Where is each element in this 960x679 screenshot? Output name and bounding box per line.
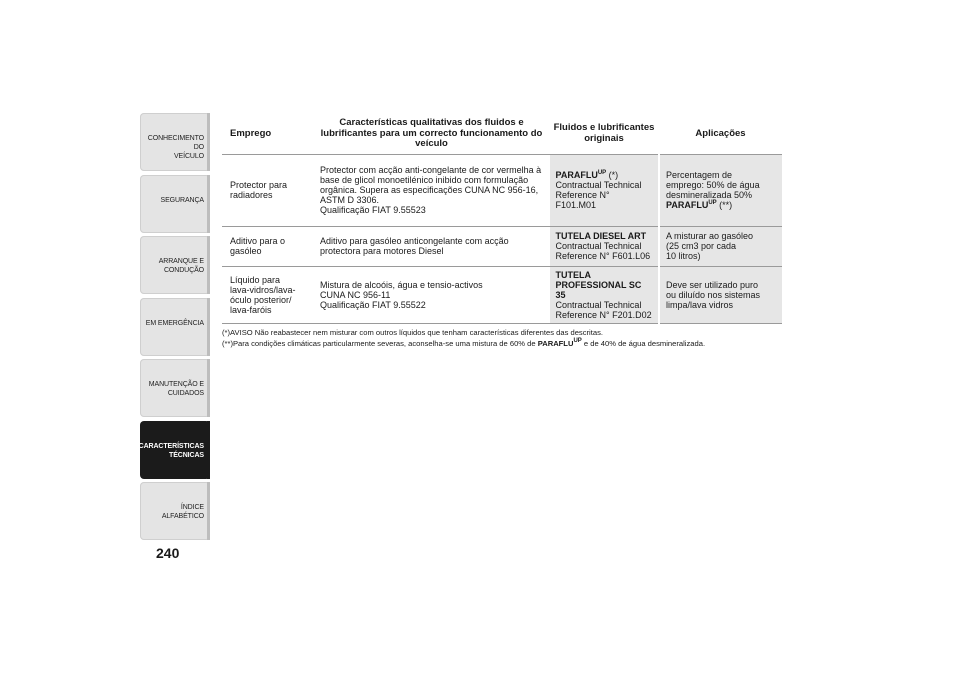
cell-fluido-original: TUTELA PROFESSIONAL SC 35 Contractual Technical Reference N° F201.D02 <box>549 266 659 323</box>
tab-conhecimento-do-veiculo[interactable] <box>140 113 210 171</box>
cell-caracteristicas: Mistura de alcoóis, água e tensio-activos CUNA NC 956-11 Qualificação FIAT 9.55522 <box>314 266 549 323</box>
tab-caracteristicas-tecnicas[interactable] <box>140 421 210 479</box>
page-number: 240 <box>156 545 180 561</box>
cell-fluido-original: $PARAFLU^{UP}$ (*) Contractual Technical Reference N° F101.M01 <box>549 154 659 226</box>
tab-label: CONHECIMENTO DO VEÍCULO <box>147 135 204 160</box>
cell-caracteristicas: Aditivo para gasóleo anticongelante com acção protectora para motores Diesel <box>314 226 549 266</box>
header-emprego: Emprego <box>222 116 314 154</box>
tab-indice-alfabetico[interactable] <box>140 482 210 540</box>
product-name: TUTELA <box>555 269 591 280</box>
header-fluidos-originais: Fluidos e lubrificantes originais <box>549 116 659 154</box>
product-name: PARAFLU <box>666 200 709 210</box>
tab-label: SEGURANÇA <box>160 196 204 204</box>
cell-emprego: Líquido para lava-vidros/lava- óculo posterior/ lava-faróis <box>222 266 314 323</box>
cell-emprego: Aditivo para o gasóleo <box>222 226 314 266</box>
cell-fluido-original: TUTELA DIESEL ART Contractual Technical Reference N° F601.L06 <box>549 226 659 266</box>
header-aplicacoes: Aplicações <box>659 116 782 154</box>
tab-label: CARACTERÍSTICAS TÉCNICAS <box>138 442 204 459</box>
header-caracteristicas: Características qualitativas dos fluidos e lubrificantes para um correcto funcionamento do veículo <box>314 116 549 154</box>
tab-seguranca[interactable] <box>140 175 210 233</box>
table-row <box>222 266 782 323</box>
table-header-row <box>222 116 782 154</box>
tab-label: ÍNDICE ALFABÉTICO <box>161 504 204 520</box>
tab-label: MANUTENÇÃO E CUIDADOS <box>148 381 204 397</box>
tab-manutencao-e-cuidados[interactable] <box>140 359 210 417</box>
tab-label: EM EMERGÊNCIA <box>145 319 204 327</box>
footnote-condicoes: (**)Para condições climáticas particularmente severas, aconselha-se uma mistura de 60% de $PARAFLU^{UP}$ e de 40% de água desmineralizada. <box>222 338 706 348</box>
product-name: PROFESSIONAL SC 35 <box>555 279 642 300</box>
fluids-table <box>222 116 782 324</box>
cell-emprego: Protector para radiadores <box>222 154 314 226</box>
table-row <box>222 226 782 266</box>
cell-aplicacoes: Deve ser utilizado puro ou diluído nos sistemas limpa/lava vidros <box>659 266 782 323</box>
fluids-table-container <box>222 116 782 324</box>
table-row <box>222 154 782 226</box>
tab-em-emergencia[interactable] <box>140 298 210 356</box>
product-name: TUTELA DIESEL ART <box>555 231 647 241</box>
footnote-aviso: (*)AVISO Não reabastecer nem misturar com outros líquidos que tenham características diferentes das descritas. <box>222 328 603 337</box>
cell-caracteristicas: Protector com acção anti-congelante de cor vermelha à base de glicol monoetilénico inibido com formulação orgânica. Supera as especificações CUNA NC 956-16, ASTM D 3306. Qualificação FIAT 9.55523 <box>314 154 549 226</box>
tab-arranque-e-conducao[interactable] <box>140 236 210 294</box>
table-footnotes <box>222 327 782 349</box>
cell-aplicacoes: Percentagem de emprego: 50% de água desmineralizada 50% $PARAFLU^{UP}$ (**) <box>659 154 782 226</box>
cell-aplicacoes: A misturar ao gasóleo (25 cm3 por cada 10 litros) <box>659 226 782 266</box>
product-name: PARAFLU <box>555 170 598 180</box>
tab-label: ARRANQUE E CONDUÇÃO <box>158 258 204 274</box>
section-tabs <box>140 113 210 544</box>
